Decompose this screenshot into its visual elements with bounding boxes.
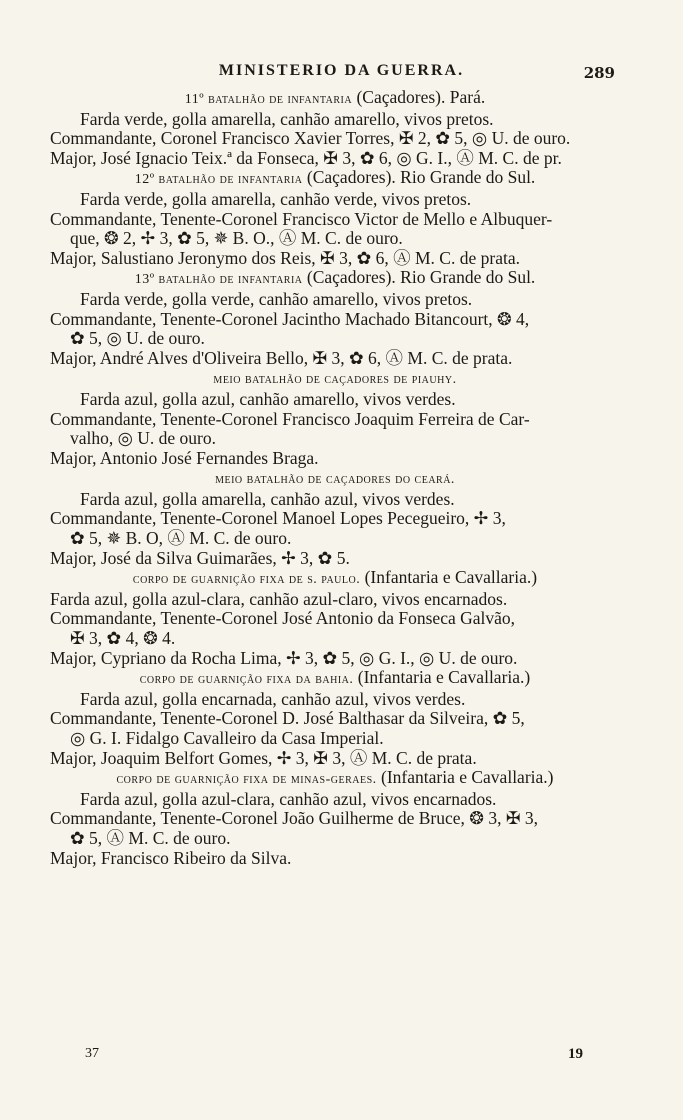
text-line: valho, ◎ U. de ouro. <box>70 428 217 449</box>
section-heading <box>50 168 620 190</box>
section-heading <box>50 88 620 110</box>
page-number: 289 <box>583 64 615 82</box>
section-heading-detail: (Caçadores). Rio Grande do Sul. <box>306 267 536 288</box>
text-line: que, ❂ 2, ✢ 3, ✿ 5, ✵ B. O., Ⓐ M. C. de ouro. <box>70 228 403 249</box>
unit-section <box>50 468 620 568</box>
text-line: Major, Salustiano Jeronymo dos Reis, ✠ 3, ✿ 6, Ⓐ M. C. de prata. <box>50 247 520 268</box>
unit-section <box>50 268 620 368</box>
section-heading <box>50 368 620 390</box>
text-line: Major, Antonio José Fernandes Braga. <box>50 447 319 468</box>
signature-mark: 37 <box>85 1046 99 1061</box>
section-heading <box>50 468 620 490</box>
text-line: Commandante, Tenente-Coronel Francisco Joaquim Ferreira de Car- <box>50 408 530 429</box>
text-line: Commandante, Tenente-Coronel Manoel Lopes Pecegueiro, ✢ 3, <box>50 508 506 529</box>
section-heading-unit: corpo de guarnição fixa da bahia. <box>139 672 354 688</box>
text-line: Farda azul, golla amarella, canhão azul, vivos verdes. <box>80 488 455 509</box>
section-heading-detail: (Infantaria e Cavallaria.) <box>364 567 538 588</box>
unit-section <box>50 368 620 468</box>
text-line: Farda azul, golla azul, canhão amarello, vivos verdes. <box>80 388 456 409</box>
page-body <box>50 88 620 868</box>
text-line: Farda verde, golla verde, canhão amarello, vivos pretos. <box>80 288 473 309</box>
text-line: Major, André Alves d'Oliveira Bello, ✠ 3, ✿ 6, Ⓐ M. C. de prata. <box>50 347 513 368</box>
text-line: Farda azul, golla azul-clara, canhão azul-claro, vivos encarnados. <box>50 588 508 609</box>
text-line: Major, Joaquim Belfort Gomes, ✢ 3, ✠ 3, Ⓐ M. C. de prata. <box>50 747 477 768</box>
section-heading-detail: (Caçadores). Pará. <box>356 87 486 107</box>
text-line: Commandante, Tenente-Coronel Francisco Victor de Mello e Albuquer- <box>50 208 553 229</box>
text-line: Commandante, Tenente-Coronel D. José Balthasar da Silveira, ✿ 5, <box>50 708 525 729</box>
page-footer <box>0 1046 683 1070</box>
text-line: Farda azul, golla encarnada, canhão azul, vivos verdes. <box>80 688 466 709</box>
section-heading <box>50 668 620 690</box>
text-line: Farda azul, golla azul-clara, canhão azul, vivos encarnados. <box>80 788 497 809</box>
section-heading-unit: 11º batalhão de infantaria <box>184 92 353 107</box>
text-line: Commandante, Coronel Francisco Xavier Torres, ✠ 2, ✿ 5, ◎ U. de ouro. <box>50 128 571 149</box>
text-line: Commandante, Tenente-Coronel José Antonio da Fonseca Galvão, <box>50 608 516 629</box>
text-line: Farda verde, golla amarella, canhão amarello, vivos pretos. <box>80 108 494 129</box>
section-heading-unit: 12º batalhão de infantaria <box>134 172 303 188</box>
text-line: Commandante, Tenente-Coronel João Guilherme de Bruce, ❂ 3, ✠ 3, <box>50 808 539 829</box>
text-line: ✿ 5, ◎ U. de ouro. <box>70 328 205 349</box>
unit-section <box>50 168 620 268</box>
section-heading <box>50 268 620 290</box>
page-header <box>0 62 683 86</box>
section-heading <box>50 568 620 590</box>
section-heading-unit: meio batalhão de caçadores do ceará. <box>215 472 455 488</box>
section-heading-unit: corpo de guarnição fixa de minas-geraes. <box>116 772 377 788</box>
text-line: ◎ G. I. Fidalgo Cavalleiro da Casa Imperial. <box>70 728 384 748</box>
section-heading-unit: meio batalhão de caçadores de piauhy. <box>213 372 457 388</box>
text-line: Major, Francisco Ribeiro da Silva. <box>50 847 292 868</box>
unit-section <box>50 568 620 668</box>
unit-section <box>50 768 620 868</box>
text-line: Commandante, Tenente-Coronel Jacintho Machado Bitancourt, ❂ 4, <box>50 308 530 329</box>
unit-section <box>50 668 620 768</box>
unit-section <box>50 88 620 168</box>
section-heading <box>50 768 620 790</box>
folio-number: 19 <box>568 1046 583 1062</box>
section-heading-unit: corpo de guarnição fixa de s. paulo. <box>132 572 361 588</box>
section-heading-detail: (Infantaria e Cavallaria.) <box>381 767 554 788</box>
section-heading-detail: (Infantaria e Cavallaria.) <box>357 667 531 688</box>
text-line: Major, José Ignacio Teix.ª da Fonseca, ✠ 3, ✿ 6, ◎ G. I., Ⓐ M. C. de pr. <box>50 147 562 168</box>
running-title: MINISTERIO DA GUERRA. <box>218 62 465 79</box>
text-line: Major, José da Silva Guimarães, ✢ 3, ✿ 5. <box>50 547 350 568</box>
section-heading-unit: 13º batalhão de infantaria <box>134 272 303 288</box>
text-line: ✿ 5, Ⓐ M. C. de ouro. <box>70 827 231 848</box>
text-line: Major, Cypriano da Rocha Lima, ✢ 3, ✿ 5, ◎ G. I., ◎ U. de ouro. <box>50 647 518 668</box>
text-line: Farda verde, golla amarella, canhão verde, vivos pretos. <box>80 188 472 209</box>
text-line: ✠ 3, ✿ 4, ❂ 4. <box>70 628 176 649</box>
section-heading-detail: (Caçadores). Rio Grande do Sul. <box>306 167 536 188</box>
text-line: ✿ 5, ✵ B. O, Ⓐ M. C. de ouro. <box>70 528 292 549</box>
